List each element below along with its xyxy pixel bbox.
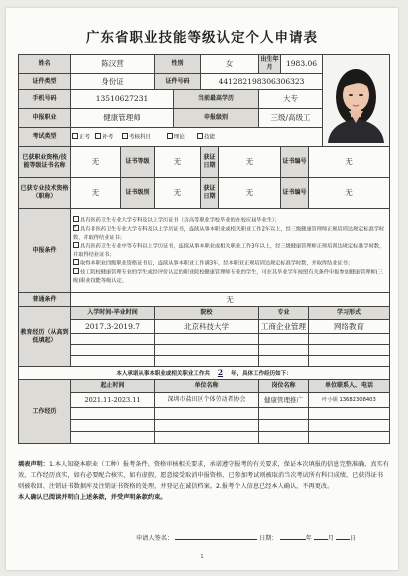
edu-period	[71, 345, 155, 356]
edu-major	[259, 334, 309, 345]
work-contact	[309, 420, 390, 432]
date-label: 日期：	[259, 535, 278, 542]
declaration-block	[18, 460, 389, 503]
occupation-value: 健康管理师	[71, 108, 174, 127]
date-year-unit: 年	[305, 535, 312, 542]
title-no-label: 证书编号	[281, 178, 309, 209]
work-employer	[155, 420, 259, 432]
condition-text: 具有非医药卫生专业大学专科及以上学历证书，连续从事本职业或相关职业工作2年以上，经三级健康管理师正规培训达规定标准学时数，并取得结业证书；	[73, 226, 385, 241]
condition-item	[73, 216, 387, 225]
condition-item	[73, 268, 387, 285]
work-position: 健康管理推广	[259, 393, 309, 408]
phone-label: 手机号码	[19, 89, 71, 108]
condition-checkbox[interactable]	[73, 242, 79, 248]
edu-major: 工商企业管理	[259, 320, 309, 334]
work-header-position: 岗位名称	[259, 380, 309, 393]
edu-period	[71, 334, 155, 345]
edu-period	[71, 356, 155, 367]
page-number: 1	[200, 554, 204, 560]
work-position	[259, 432, 309, 444]
occupation-label: 申报职业	[19, 108, 71, 127]
exam-type-label: 考试类型	[19, 128, 71, 147]
date-month-unit: 月	[327, 535, 334, 542]
edu-school	[155, 356, 259, 367]
edu-header-period: 入学时间-毕业时间	[71, 307, 155, 320]
title-date-label: 获证日期	[201, 178, 219, 209]
name-label: 姓名	[19, 55, 71, 74]
work-row	[19, 408, 390, 420]
exam-makeup-checkbox[interactable]	[95, 133, 101, 139]
edu-header-school: 院校	[155, 307, 259, 320]
date-year-field[interactable]	[280, 539, 306, 540]
name-value: 陈汉营	[71, 55, 155, 74]
general-value: 无	[71, 293, 390, 307]
work-contact	[309, 432, 390, 444]
condition-text: 具有医药卫生专业中等专科以上学历证书，连续从事本职业或相关职业工作3年以上，经三级健康管理师正规培训达规定标准学时数，并取得结业证书；	[73, 243, 385, 258]
work-employer	[155, 432, 259, 444]
work-header-contact: 单位联系人、电话	[309, 380, 390, 393]
condition-item	[73, 242, 387, 259]
level-label: 申报级别	[174, 108, 259, 127]
cert-no-value: 无	[309, 147, 390, 178]
cert-date-label: 获证日期	[201, 147, 219, 178]
applicant-photo	[323, 55, 390, 147]
signature-row	[18, 533, 389, 542]
id-no-value: 441282198306306323	[201, 74, 323, 90]
confirm-text: 本人确认已阅读并明白上述条款，并受声明条款约束。	[18, 493, 167, 501]
title-level-value: 无	[155, 178, 201, 209]
work-contact: 叶小姐 13682308403	[309, 393, 390, 408]
cert-date-value: 无	[219, 147, 281, 178]
edu-history-label: 教育经历（从高到低填起）	[19, 307, 71, 367]
work-row	[19, 432, 390, 444]
edu-major	[259, 356, 309, 367]
work-period: 2021.11-2023.11	[71, 393, 155, 408]
exam-regular-label: 正考	[79, 134, 91, 141]
form-title: 广东省职业技能等级认定个人申请表	[86, 30, 318, 46]
work-employer	[155, 408, 259, 420]
cert-held-label: 已获职业资格/技能等级证书名称	[19, 147, 71, 178]
date-day-unit: 日	[349, 535, 357, 542]
declaration-text: 1.本人知晓本职业（工种）报考条件、资格审核相关要求，承诺遵守报考的有关要求，保证本次填报的信息完整准确、真实有效，工作经历真实，如有必要配合核实，如有虚假，愿意接受取消申报资格、已参加考试则被取消当次考试所有科目成绩、已获得证书则被收回、注销证书数据库及注销证书资格的处理，并登记在诚信档案。2.报考个人信息已经本人确认，不再更改。	[18, 461, 389, 490]
condition-text: 技工院校健康管理专业的学生或经评价认定的职业院校健康管理师专业的学生，可在其毕业学年按照有关条件申报参加健康管理师(三级)职业技能等级认定。	[73, 269, 383, 284]
title-level-label: 证书级别	[121, 178, 155, 209]
work-header-period: 起止时间	[71, 380, 155, 393]
condition-checkbox[interactable]	[73, 268, 79, 274]
title-held-label: 已获专业技术资格（职称）	[19, 178, 71, 209]
exam-skill-checkbox[interactable]	[197, 133, 203, 139]
conditions-list	[71, 209, 390, 293]
cert-no-label: 证书编号	[281, 147, 309, 178]
edu-school	[155, 334, 259, 345]
condition-checkbox[interactable]	[73, 216, 79, 222]
exam-makeup-label: 补考	[102, 134, 114, 141]
edu-header-major: 专业	[259, 307, 309, 320]
edu-mode	[309, 356, 390, 367]
general-label: 普通条件	[19, 293, 71, 307]
condition-item	[73, 225, 387, 242]
condition-text: 取得本职业四级职业资格证书后，连续从事本职业工作满3年，经本职业正规培训达规定标准学时数，并取得结业证书；	[80, 260, 354, 267]
condition-checkbox[interactable]	[73, 259, 79, 265]
phone-value: 13510627231	[71, 89, 174, 108]
signature-field[interactable]	[175, 539, 257, 540]
date-day-field[interactable]	[336, 539, 350, 540]
cert-level-value: 无	[155, 147, 201, 178]
edu-school: 北京科技大学	[155, 320, 259, 334]
declaration-title: 填表声明：	[18, 461, 49, 468]
cert-level-label: 证书等级	[121, 147, 155, 178]
work-intro-prefix: 本人承诺从事本职业或相关职业工作共	[116, 370, 210, 377]
application-form-page	[6, 8, 398, 570]
edu-row	[19, 345, 390, 356]
condition-item	[73, 259, 387, 268]
condition-text: 具有医药卫生专业大学专科及以上学历证书（含高等职业学校毕业的在校应届毕业生）；	[80, 217, 280, 224]
work-intro	[19, 367, 390, 380]
portrait-image	[324, 55, 388, 143]
level-value: 三级/高级工	[259, 108, 323, 127]
id-type-value: 身份证	[71, 74, 155, 90]
work-years-value: 2	[217, 367, 224, 377]
edu-row	[19, 356, 390, 367]
date-month-field[interactable]	[314, 539, 328, 540]
edu-period: 2017.3-2019.7	[71, 320, 155, 334]
exam-subject-checkbox[interactable]	[122, 133, 128, 139]
title-no-value: 无	[309, 178, 390, 209]
edu-school	[155, 345, 259, 356]
work-intro-suffix: 年，具体工作经历如下：	[231, 370, 292, 377]
birth-value: 1983.06	[281, 55, 323, 74]
work-history-label: 工作经历	[19, 380, 71, 444]
edu-mode	[309, 345, 390, 356]
work-position	[259, 420, 309, 432]
cert-held-value: 无	[71, 147, 121, 178]
exam-skill-label: 技能	[204, 134, 216, 141]
exam-theory-label: 理论	[173, 134, 185, 141]
birth-label: 出生年月	[259, 55, 281, 74]
title-held-value: 无	[71, 178, 121, 209]
signature-label: 申请人签名：	[136, 535, 174, 542]
exam-theory-checkbox[interactable]	[167, 133, 173, 139]
gender-label: 性别	[155, 55, 201, 74]
work-row	[19, 420, 390, 432]
edu-row	[19, 334, 390, 345]
exam-type-options	[71, 128, 323, 147]
gender-value: 女	[201, 55, 259, 74]
exam-regular-checkbox[interactable]	[72, 133, 78, 139]
id-type-label: 证件类型	[19, 74, 71, 90]
conditions-label: 申报条件	[19, 209, 71, 293]
work-position	[259, 408, 309, 420]
title-date-value: 无	[219, 178, 281, 209]
edu-row	[19, 320, 390, 334]
edu-major	[259, 345, 309, 356]
work-header-employer: 单位名称	[155, 380, 259, 393]
edu-header-mode: 学习形式	[309, 307, 390, 320]
work-period	[71, 420, 155, 432]
edu-mode: 网络教育	[309, 320, 390, 334]
work-period	[71, 408, 155, 420]
work-row	[19, 393, 390, 408]
edu-mode	[309, 334, 390, 345]
education-label: 当前最高学历	[174, 89, 259, 108]
id-no-label: 证件号码	[155, 74, 201, 90]
work-contact	[309, 408, 390, 420]
work-period	[71, 432, 155, 444]
application-table	[18, 54, 390, 444]
exam-subject-label: 考核科目	[129, 134, 152, 141]
education-value: 大专	[259, 89, 323, 108]
condition-checkbox[interactable]	[73, 225, 79, 231]
work-employer: 深圳市盐田区个体劳动者协会	[155, 393, 259, 408]
